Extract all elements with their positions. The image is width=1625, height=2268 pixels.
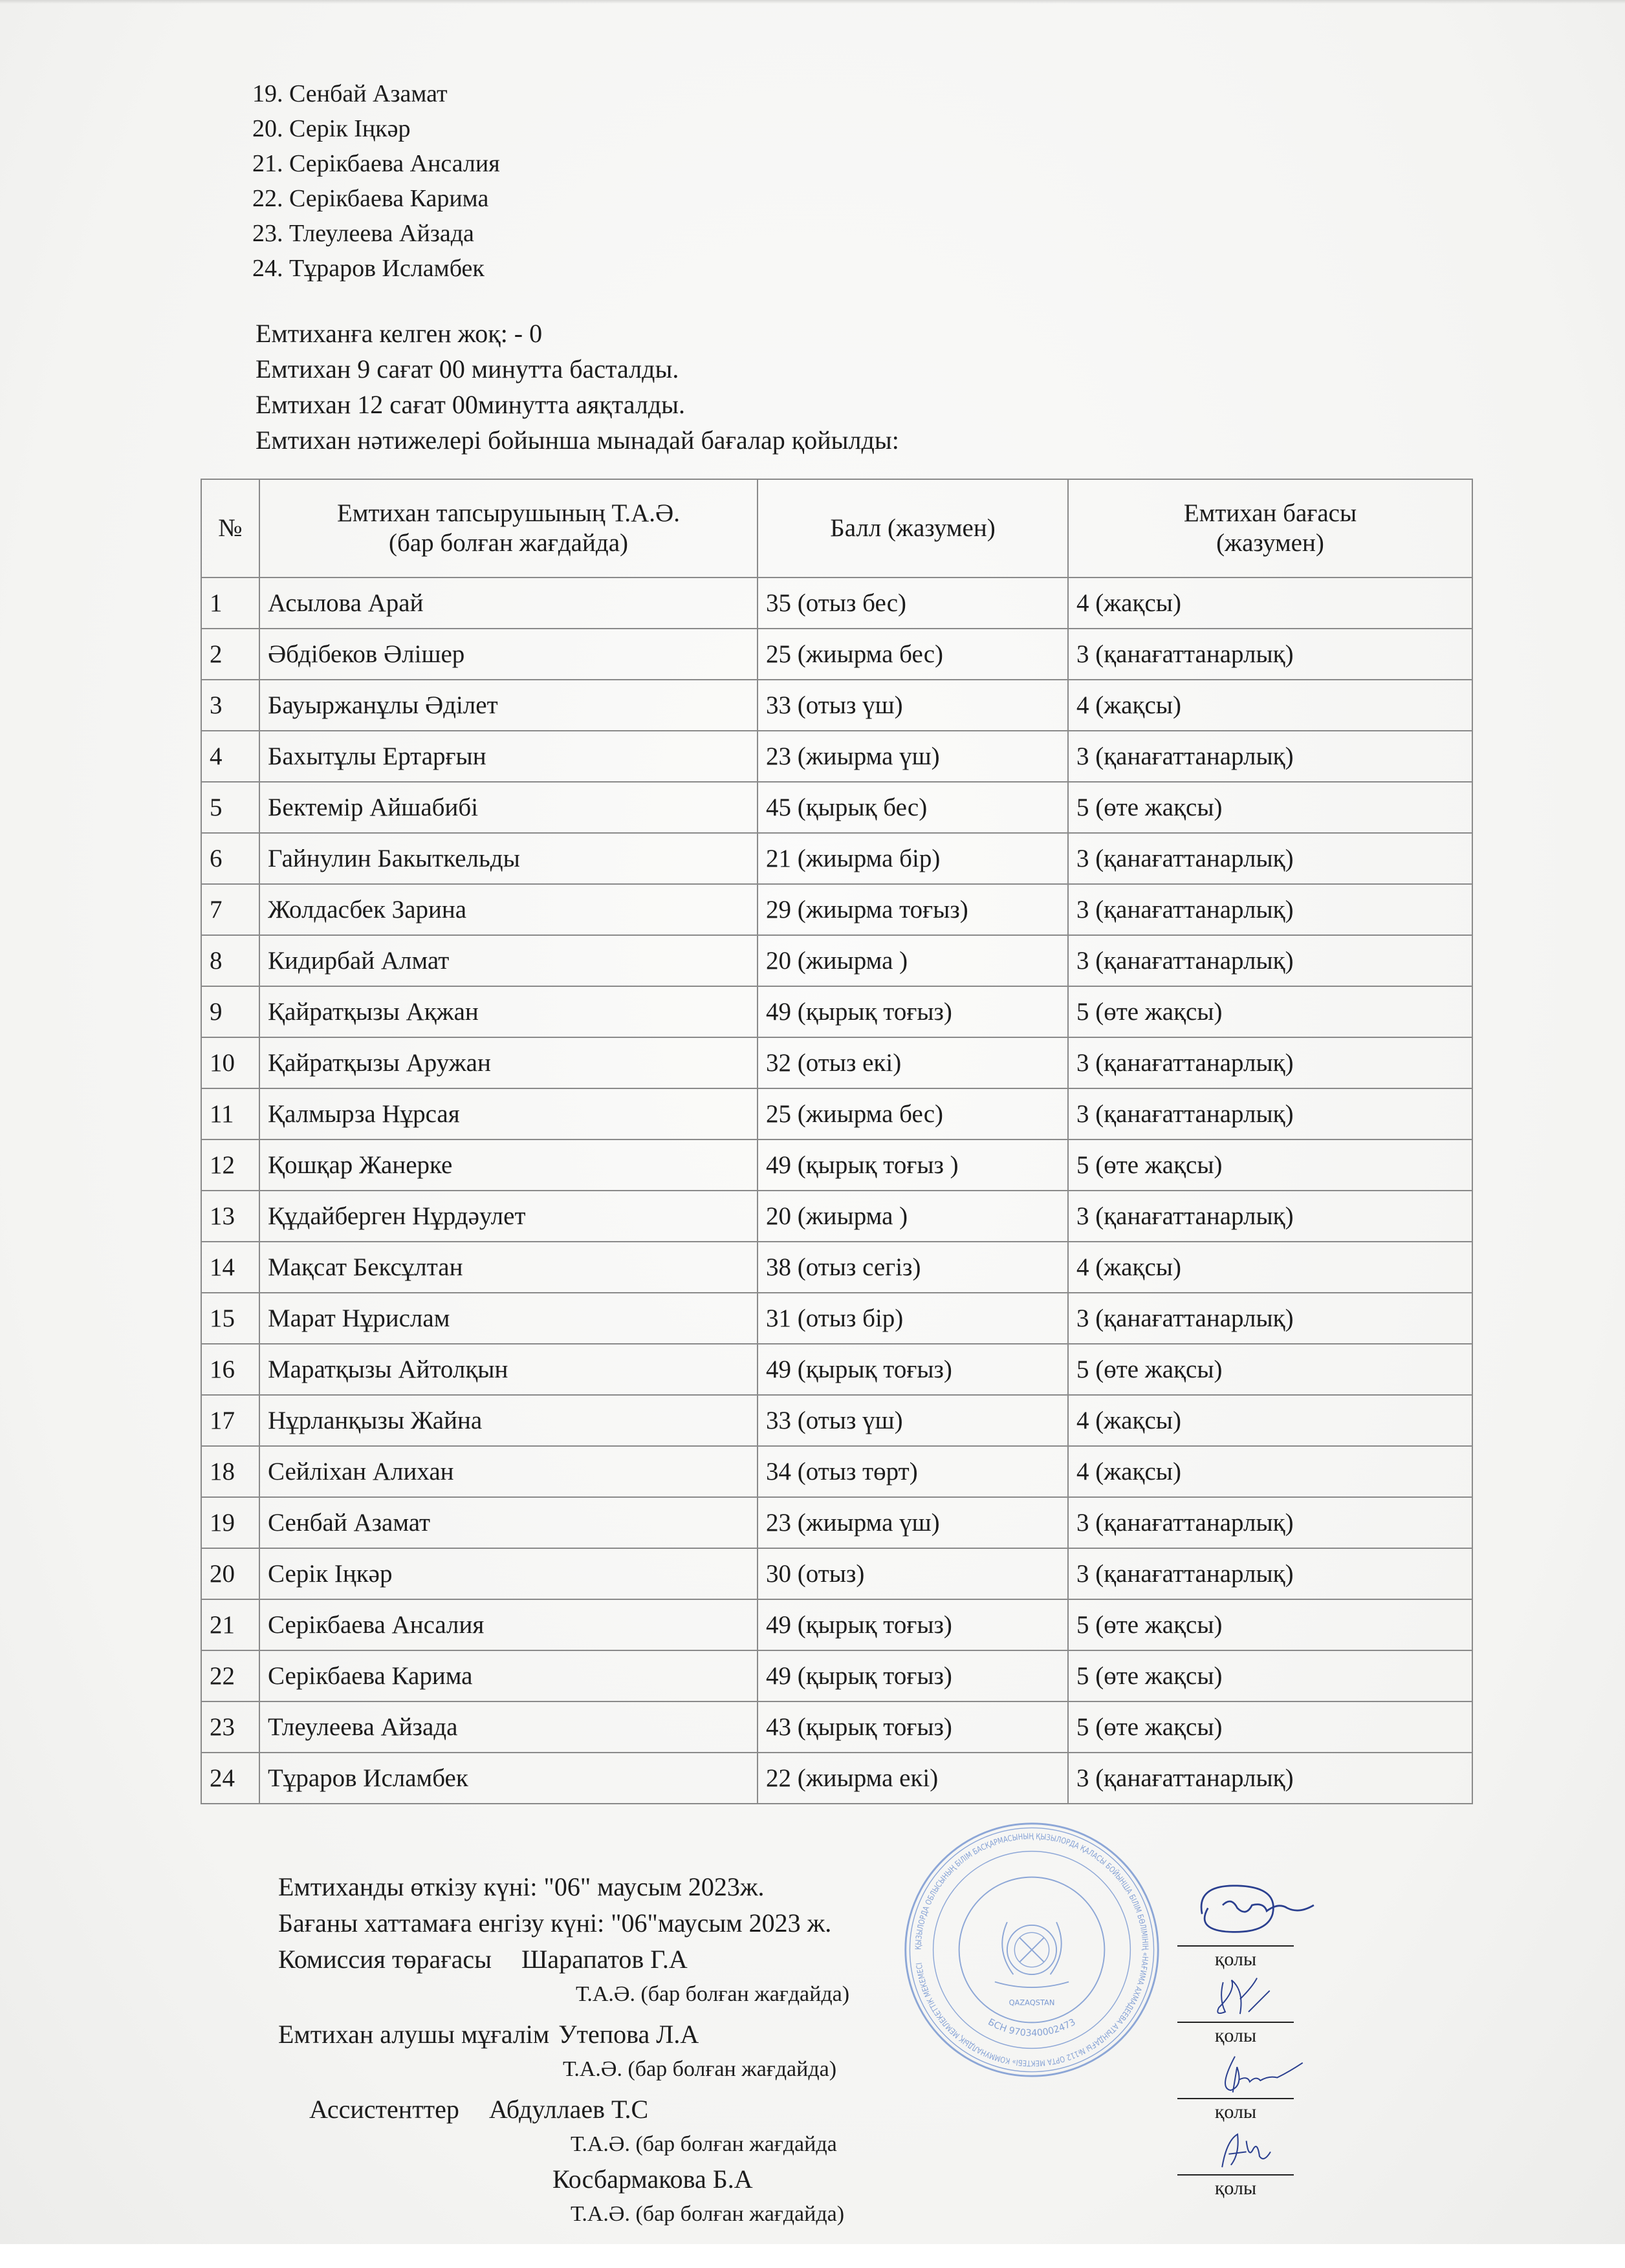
results-table [201, 479, 1473, 1804]
chair-name: Шарапатов Г.А [521, 1945, 688, 1974]
teacher-signature [1184, 1974, 1313, 2020]
student-list-item: 20. Серік Іңкәр [252, 115, 411, 142]
header-score-label: Балл (жазумен) [830, 514, 996, 542]
row-number: 8 [201, 935, 259, 986]
table-row [201, 1293, 1472, 1344]
table-row [201, 578, 1472, 629]
grade: 3 (қанағаттанарлық) [1068, 1753, 1472, 1804]
row-number: 20 [201, 1548, 259, 1599]
row-number: 10 [201, 1037, 259, 1088]
table-row [201, 935, 1472, 986]
grade: 3 (қанағаттанарлық) [1068, 1497, 1472, 1548]
entry-date: Бағаны хаттамаға енгізу күні: "06"маусым 2023 ж. [278, 1908, 832, 1938]
student-name: Қайратқызы Аружан [259, 1037, 758, 1088]
chair-fio-note: Т.А.Ә. (бар болған жағдайда) [576, 1982, 850, 2006]
student-list [252, 76, 500, 286]
exam-date: Емтиханды өткізу күні: "06" маусым 2023ж. [278, 1872, 765, 1901]
table-row [201, 1446, 1472, 1497]
student-name: Серікбаева Ансалия [259, 1599, 758, 1650]
assistants-label: Ассистенттер [309, 2095, 459, 2124]
student-name: Тұраров Исламбек [259, 1753, 758, 1804]
table-row [201, 1191, 1472, 1242]
table-row [201, 1497, 1472, 1548]
assistants-line [278, 2091, 1106, 2128]
header-name-line2: (бар болған жағдайда) [388, 529, 629, 557]
grade: 4 (жақсы) [1068, 1242, 1472, 1293]
header-number: № [201, 479, 259, 578]
assistant-2-signature-line [1177, 2174, 1294, 2201]
score: 49 (қырық тоғыз) [758, 1599, 1068, 1650]
assistant-1-signature-label: қолы [1214, 2101, 1257, 2122]
row-number: 7 [201, 884, 259, 935]
student-name: Кидирбай Алмат [259, 935, 758, 986]
score: 20 (жиырма ) [758, 1191, 1068, 1242]
student-name: Тлеулеева Айзада [259, 1701, 758, 1753]
student-name: Бахытұлы Ертарғын [259, 731, 758, 782]
header-name [259, 479, 758, 578]
score: 25 (жиырма бес) [758, 1088, 1068, 1139]
table-row [201, 833, 1472, 884]
student-list-item: 24. Тұраров Исламбек [252, 255, 485, 282]
row-number: 19 [201, 1497, 259, 1548]
student-name: Маратқызы Айтолқын [259, 1344, 758, 1395]
chair-signature-label: қолы [1214, 1949, 1257, 1970]
teacher-signature-label: қолы [1214, 2025, 1257, 2046]
student-name: Серік Іңкәр [259, 1548, 758, 1599]
row-number: 22 [201, 1650, 259, 1701]
grade: 5 (өте жақсы) [1068, 782, 1472, 833]
table-row [201, 731, 1472, 782]
row-number: 3 [201, 680, 259, 731]
assistant-1-fio-note: Т.А.Ә. (бар болған жағдайда [571, 2132, 837, 2156]
student-name: Құдайберген Нұрдәулет [259, 1191, 758, 1242]
stamp-emblem-text: QAZAQSTAN [1009, 1998, 1055, 2007]
student-list-item: 23. Тлеулеева Айзада [252, 220, 474, 247]
table-row [201, 1088, 1472, 1139]
student-name: Гайнулин Бакыткельды [259, 833, 758, 884]
row-number: 11 [201, 1088, 259, 1139]
table-row [201, 1242, 1472, 1293]
student-name: Әбдібеков Әлішер [259, 629, 758, 680]
table-row [201, 680, 1472, 731]
row-number: 6 [201, 833, 259, 884]
student-name: Сейліхан Алихан [259, 1446, 758, 1497]
chair-label: Комиссия төрағасы [278, 1945, 492, 1974]
score: 25 (жиырма бес) [758, 629, 1068, 680]
table-row [201, 884, 1472, 935]
score: 34 (отыз төрт) [758, 1446, 1068, 1497]
grade: 3 (қанағаттанарлық) [1068, 833, 1472, 884]
grade: 5 (өте жақсы) [1068, 1344, 1472, 1395]
chair-signature [1184, 1879, 1326, 1943]
student-list-item: 19. Сенбай Азамат [252, 80, 448, 107]
stamp-outer-text: ҚЫЗЫЛОРДА ОБЛЫСЫНЫҢ БІЛІМ БАСҚАРМАСЫНЫҢ ҚЫЗЫЛОРДА ҚАЛАСЫ БОЙЫНША БІЛІМ БӨЛІМІНІҢ «НАҒИМА АХМАДЕЕВА АТЫНДАҒЫ №112 ОРТА МЕКТЕБІ» КОММУНАЛДЫҚ МЕМЛЕКЕТТІК МЕКЕМЕСІ [913, 1831, 1150, 2068]
student-name: Сенбай Азамат [259, 1497, 758, 1548]
score: 23 (жиырма үш) [758, 1497, 1068, 1548]
grade: 3 (қанағаттанарлық) [1068, 884, 1472, 935]
exam-end-time: Емтихан 12 сағат 00минутта аяқталды. [256, 390, 686, 419]
assistant-1-signature-line [1177, 2098, 1294, 2125]
student-list-item: 22. Серікбаева Карима [252, 185, 489, 212]
table-row [201, 1548, 1472, 1599]
score: 30 (отыз) [758, 1548, 1068, 1599]
table-row [201, 1599, 1472, 1650]
grade: 4 (жақсы) [1068, 680, 1472, 731]
absent-count: Емтиханға келген жоқ: - 0 [256, 319, 543, 348]
table-header-row [201, 479, 1472, 578]
grade: 5 (өте жақсы) [1068, 1599, 1472, 1650]
score: 22 (жиырма екі) [758, 1753, 1068, 1804]
score: 21 (жиырма бір) [758, 833, 1068, 884]
student-name: Бауыржанұлы Әділет [259, 680, 758, 731]
row-number: 23 [201, 1701, 259, 1753]
student-name: Нұрланқызы Жайна [259, 1395, 758, 1446]
student-name: Асылова Арай [259, 578, 758, 629]
grade: 4 (жақсы) [1068, 578, 1472, 629]
assistant-2-fio-note: Т.А.Ә. (бар болған жағдайда) [571, 2202, 845, 2226]
grade: 3 (қанағаттанарлық) [1068, 1037, 1472, 1088]
scan-bottom-edge [0, 2244, 1625, 2268]
header-grade [1068, 479, 1472, 578]
table-body [201, 578, 1472, 1804]
grade: 3 (қанағаттанарлық) [1068, 1293, 1472, 1344]
score: 49 (қырық тоғыз ) [758, 1139, 1068, 1191]
score: 32 (отыз екі) [758, 1037, 1068, 1088]
student-name: Серікбаева Карима [259, 1650, 758, 1701]
header-name-line1: Емтихан тапсырушының Т.А.Ә. [337, 499, 680, 527]
score: 33 (отыз үш) [758, 680, 1068, 731]
grade: 3 (қанағаттанарлық) [1068, 1088, 1472, 1139]
teacher-name: Утепова Л.А [558, 2020, 699, 2049]
teacher-fio-note: Т.А.Ә. (бар болған жағдайда) [563, 2057, 837, 2081]
chair-signature-line [1177, 1945, 1294, 1972]
table-row [201, 1344, 1472, 1395]
grade: 3 (қанағаттанарлық) [1068, 1191, 1472, 1242]
exam-info [256, 316, 899, 458]
stamp-bin-text: БСН 970340002473 [986, 2016, 1078, 2039]
table-row [201, 986, 1472, 1037]
score: 49 (қырық тоғыз) [758, 1650, 1068, 1701]
row-number: 15 [201, 1293, 259, 1344]
score: 43 (қырық тоғыз) [758, 1701, 1068, 1753]
exam-start-time: Емтихан 9 сағат 00 минутта басталды. [256, 354, 679, 383]
row-number: 12 [201, 1139, 259, 1191]
grade: 3 (қанағаттанарлық) [1068, 731, 1472, 782]
score: 20 (жиырма ) [758, 935, 1068, 986]
score: 31 (отыз бір) [758, 1293, 1068, 1344]
score: 29 (жиырма тоғыз) [758, 884, 1068, 935]
scan-top-edge [0, 0, 1625, 4]
table-row [201, 782, 1472, 833]
header-score [758, 479, 1068, 578]
grade: 3 (қанағаттанарлық) [1068, 935, 1472, 986]
table-row [201, 1037, 1472, 1088]
score: 49 (қырық тоғыз) [758, 1344, 1068, 1395]
row-number: 1 [201, 578, 259, 629]
row-number: 24 [201, 1753, 259, 1804]
grade: 4 (жақсы) [1068, 1446, 1472, 1497]
row-number: 16 [201, 1344, 259, 1395]
student-name: Қошқар Жанерке [259, 1139, 758, 1191]
grade: 5 (өте жақсы) [1068, 1139, 1472, 1191]
score: 35 (отыз бес) [758, 578, 1068, 629]
score: 23 (жиырма үш) [758, 731, 1068, 782]
score: 45 (қырық бес) [758, 782, 1068, 833]
assistant-2-signature [1184, 2128, 1313, 2172]
grade: 5 (өте жақсы) [1068, 1650, 1472, 1701]
grade: 4 (жақсы) [1068, 1395, 1472, 1446]
student-list-item: 21. Серікбаева Ансалия [252, 150, 500, 177]
teacher-signature-line [1177, 2022, 1294, 2049]
student-name: Жолдасбек Зарина [259, 884, 758, 935]
table-row [201, 629, 1472, 680]
table-row [201, 1753, 1472, 1804]
header-grade-line1: Емтихан бағасы [1183, 499, 1357, 527]
student-name: Марат Нұрислам [259, 1293, 758, 1344]
row-number: 9 [201, 986, 259, 1037]
row-number: 13 [201, 1191, 259, 1242]
row-number: 5 [201, 782, 259, 833]
grade: 5 (өте жақсы) [1068, 986, 1472, 1037]
table-row [201, 1139, 1472, 1191]
student-name: Бектемір Айшабибі [259, 782, 758, 833]
student-name: Мақсат Бексұлтан [259, 1242, 758, 1293]
teacher-label: Емтихан алушы мұғалім [278, 2020, 550, 2049]
student-name: Қайратқызы Ақжан [259, 986, 758, 1037]
table-row [201, 1650, 1472, 1701]
row-number: 18 [201, 1446, 259, 1497]
table-row [201, 1395, 1472, 1446]
row-number: 14 [201, 1242, 259, 1293]
table-row [201, 1701, 1472, 1753]
score: 33 (отыз үш) [758, 1395, 1068, 1446]
row-number: 2 [201, 629, 259, 680]
score: 38 (отыз сегіз) [758, 1242, 1068, 1293]
assistant-2-signature-label: қолы [1214, 2177, 1257, 2199]
header-grade-line2: (жазумен) [1216, 529, 1324, 557]
grade: 3 (қанағаттанарлық) [1068, 629, 1472, 680]
row-number: 4 [201, 731, 259, 782]
assistant-1-signature [1184, 2050, 1333, 2097]
official-stamp [902, 1820, 1161, 2079]
row-number: 21 [201, 1599, 259, 1650]
score: 49 (қырық тоғыз) [758, 986, 1068, 1037]
results-intro: Емтихан нәтижелері бойынша мынадай бағалар қойылды: [256, 426, 899, 455]
row-number: 17 [201, 1395, 259, 1446]
grade: 5 (өте жақсы) [1068, 1701, 1472, 1753]
assistant-2-name: Косбармакова Б.А [552, 2165, 753, 2194]
assistant-1-name: Абдуллаев Т.С [488, 2095, 649, 2124]
grade: 3 (қанағаттанарлық) [1068, 1548, 1472, 1599]
student-name: Қалмырза Нұрсая [259, 1088, 758, 1139]
